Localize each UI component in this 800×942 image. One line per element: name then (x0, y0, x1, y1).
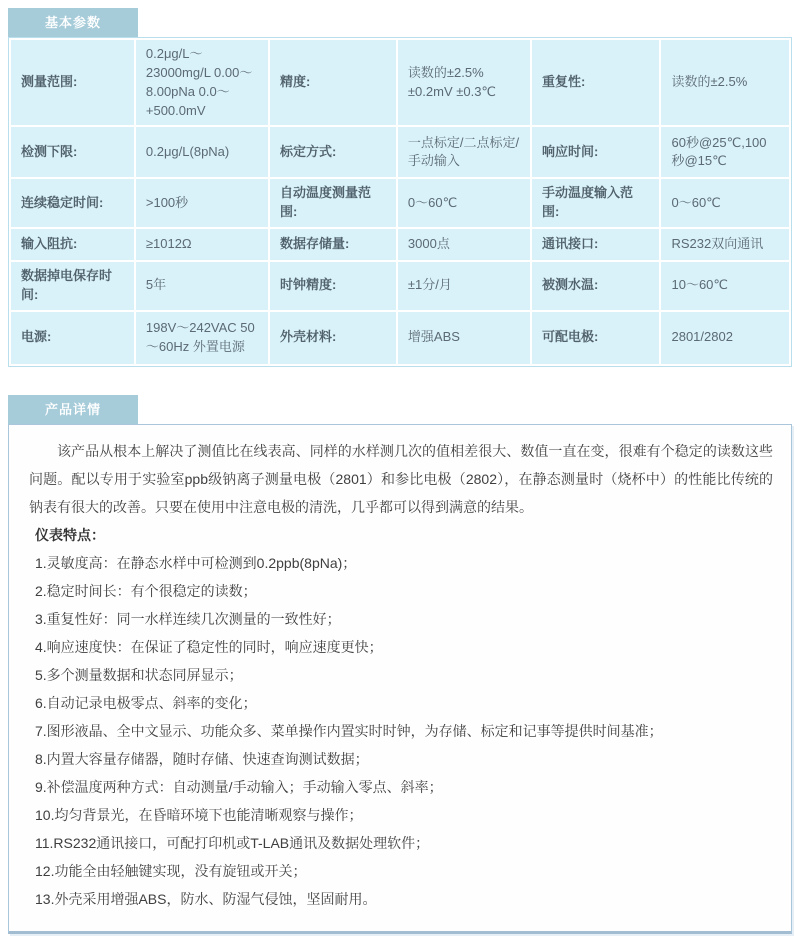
section-basic-params (8, 8, 792, 367)
param-label: 数据掉电保存时间: (11, 262, 134, 310)
features-list (35, 549, 773, 913)
param-label: 响应时间: (532, 127, 659, 177)
param-value: 3000点 (398, 229, 530, 260)
param-label: 数据存储量: (270, 229, 396, 260)
feature-item: 6.自动记录电极零点、斜率的变化； (35, 694, 257, 711)
feature-item: 9.补偿温度两种方式：自动测量/手动输入；手动输入零点、斜率； (35, 778, 443, 795)
tab-basic-params: 基本参数 (8, 8, 138, 37)
param-label: 被测水温: (532, 262, 659, 310)
feature-item: 5.多个测量数据和状态同屏显示； (35, 666, 243, 683)
param-label: 重复性: (532, 40, 659, 125)
basic-params-table (9, 38, 791, 366)
param-value: 5年 (136, 262, 268, 310)
feature-item: 4.响应速度快：在保证了稳定性的同时，响应速度更快； (35, 638, 383, 655)
feature-item: 1.灵敏度高：在静态水样中可检测到0.2ppb(8pNa)； (35, 554, 357, 571)
param-label: 精度: (270, 40, 396, 125)
param-label: 测量范围: (11, 40, 134, 125)
feature-item: 2.稳定时间长：有个很稳定的读数； (35, 582, 257, 599)
param-value: 198V～242VAC 50～60Hz 外置电源 (136, 312, 268, 364)
param-label: 可配电极: (532, 312, 659, 364)
param-value: 读数的±2.5% ±0.2mV ±0.3℃ (398, 40, 530, 125)
param-label: 手动温度输入范围: (532, 179, 659, 227)
param-label: 通讯接口: (532, 229, 659, 260)
param-value: >100秒 (136, 179, 268, 227)
product-details-box (8, 424, 792, 934)
param-value: 读数的±2.5% (661, 40, 789, 125)
param-label: 电源: (11, 312, 134, 364)
param-value: ±1分/月 (398, 262, 530, 310)
param-label: 时钟精度: (270, 262, 396, 310)
basic-params-table-container (8, 37, 792, 367)
param-label: 自动温度测量范围: (270, 179, 396, 227)
table-row (11, 312, 789, 364)
param-value: 2801/2802 (661, 312, 789, 364)
feature-item: 3.重复性好：同一水样连续几次测量的一致性好； (35, 610, 341, 627)
feature-item: 12.功能全由轻触键实现，没有旋钮或开关； (35, 862, 307, 879)
table-row (11, 229, 789, 260)
product-intro-paragraph: 该产品从根本上解决了测值比在线表高、同样的水样测几次的值相差很大、数值一直在变，很难有个稳定的读数这些问题。配以专用于实验室ppb级钠离子测量电极（2801）和参比电极（2802），在静态测量时（烧杯中）的性能比传统的钠表有很大的改善。只要在使用中注意电极的清洗，几乎都可以得到满意的结果。 (29, 442, 773, 515)
param-value: 60秒@25℃,100秒@15℃ (661, 127, 789, 177)
param-value: 一点标定/二点标定/手动输入 (398, 127, 530, 177)
tab-product-details: 产品详情 (8, 395, 138, 424)
feature-item: 10.均匀背景光，在昏暗环境下也能清晰观察与操作； (35, 806, 363, 823)
param-value: 0.2μg/L(8pNa) (136, 127, 268, 177)
param-value: RS232双向通讯 (661, 229, 789, 260)
param-label: 标定方式: (270, 127, 396, 177)
param-value: 0～60℃ (398, 179, 530, 227)
feature-item: 8.内置大容量存储器，随时存储、快速查询测试数据； (35, 750, 369, 767)
param-label: 输入阻抗: (11, 229, 134, 260)
table-row (11, 179, 789, 227)
table-row (11, 40, 789, 125)
table-row (11, 127, 789, 177)
feature-item: 13.外壳采用增强ABS，防水、防湿气侵蚀，坚固耐用。 (35, 890, 377, 907)
param-value: 增强ABS (398, 312, 530, 364)
param-value: 0.2μg/L～23000mg/L 0.00～8.00pNa 0.0～+500.0mV (136, 40, 268, 125)
param-value: ≥1012Ω (136, 229, 268, 260)
feature-item: 11.RS232通讯接口，可配打印机或T-LAB通讯及数据处理软件； (35, 834, 430, 851)
section-product-details (8, 395, 792, 934)
param-value: 10～60℃ (661, 262, 789, 310)
param-label: 检测下限: (11, 127, 134, 177)
table-row (11, 262, 789, 310)
features-heading: 仪表特点： (35, 526, 105, 543)
param-label: 外壳材料: (270, 312, 396, 364)
param-value: 0～60℃ (661, 179, 789, 227)
param-label: 连续稳定时间: (11, 179, 134, 227)
feature-item: 7.图形液晶、全中文显示、功能众多、菜单操作内置实时时钟，为存储、标定和记事等提供时间基准； (35, 722, 663, 739)
